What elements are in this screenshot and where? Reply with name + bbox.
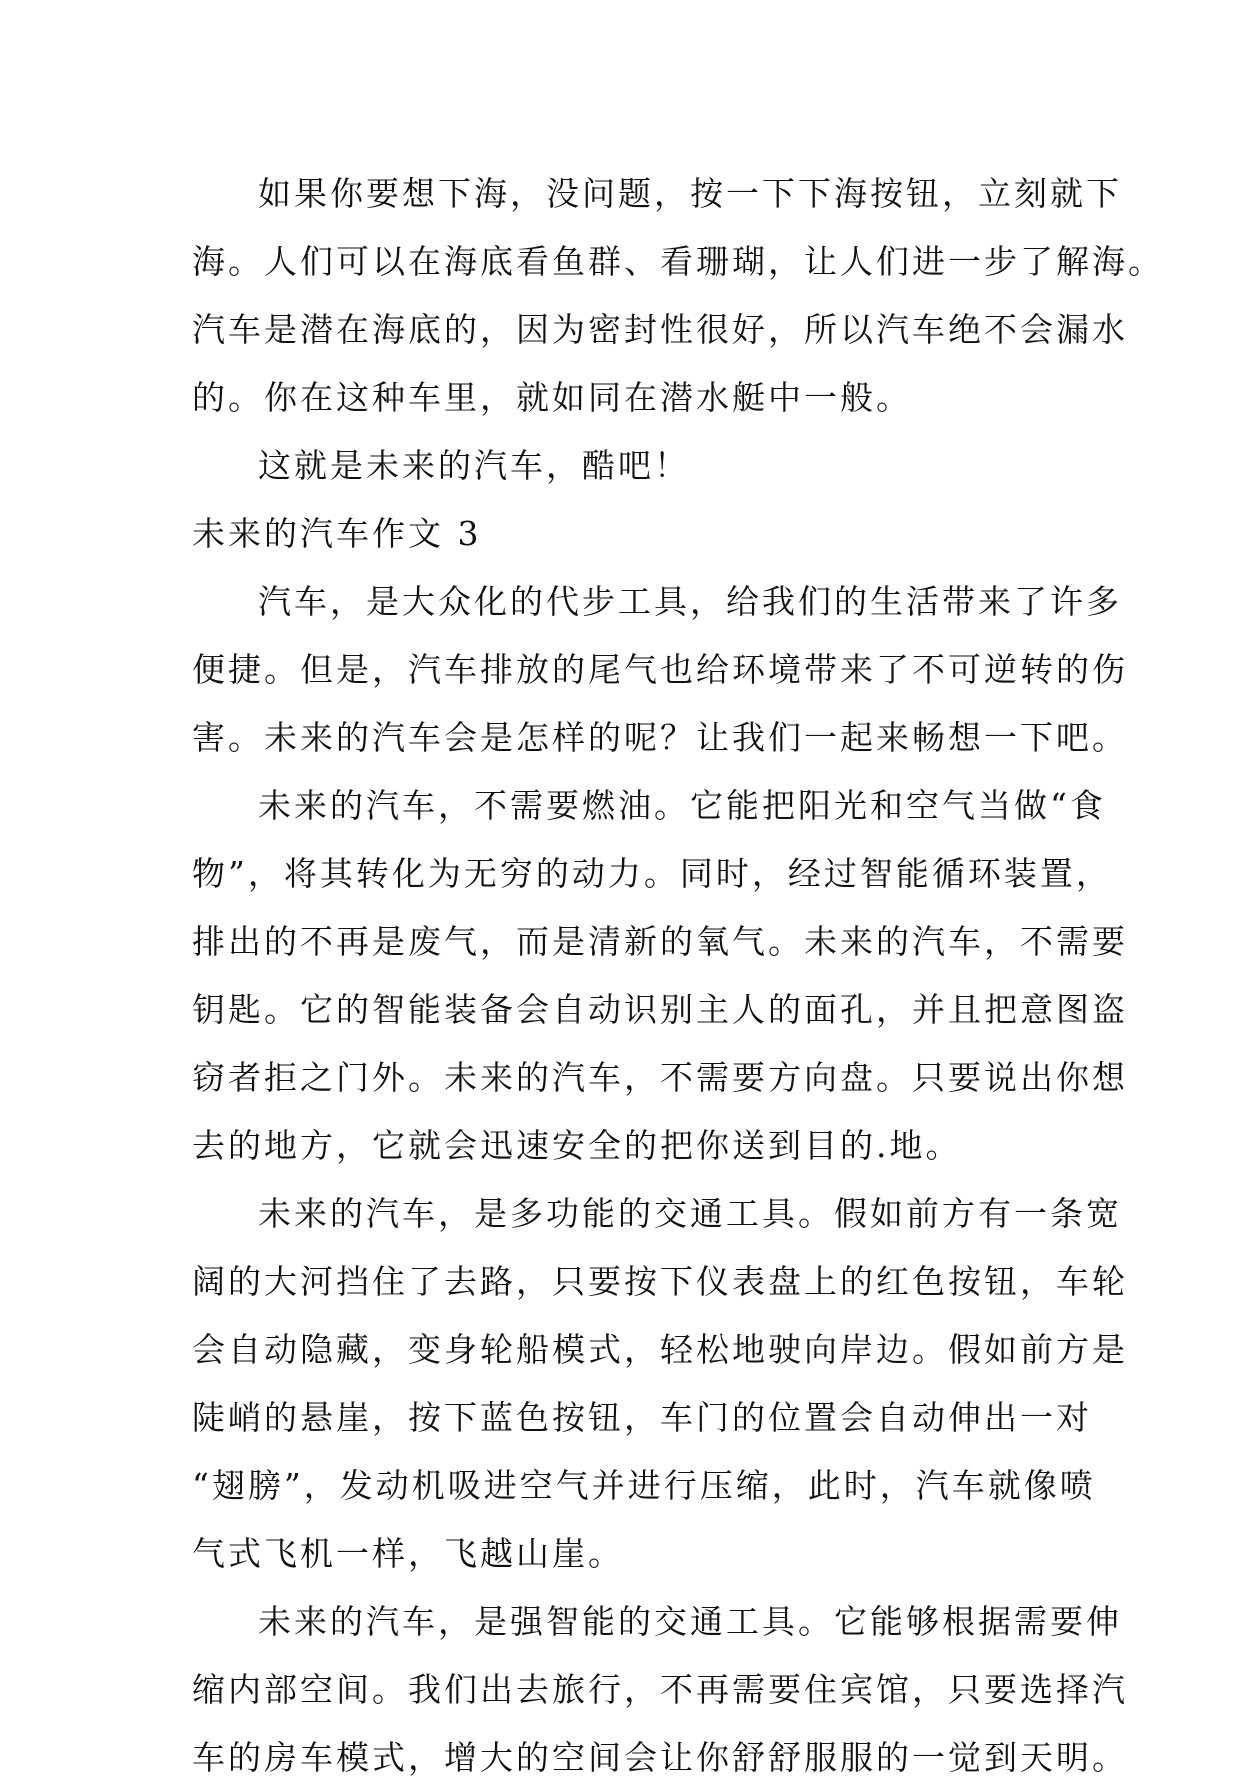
paragraph-line: 窃者拒之门外。未来的汽车，不需要方向盘。只要说出你想 [192,1058,1128,1097]
paragraph-line: 如果你要想下海，没问题，按一下下海按钮，立刻就下 [258,174,1122,213]
document-body [192,160,1164,1792]
paragraph-line: 便捷。但是，汽车排放的尾气也给环境带来了不可逆转的伤 [192,650,1128,689]
paragraph-line: 钥匙。它的智能装备会自动识别主人的面孔，并且把意图盗 [192,990,1128,1029]
paragraph-line: 汽车，是大众化的代步工具，给我们的生活带来了许多 [258,582,1122,621]
paragraph-line: 阔的大河挡住了去路，只要按下仪表盘上的红色按钮，车轮 [192,1262,1128,1301]
paragraph-line: 未来的汽车，不需要燃油。它能把阳光和空气当做“食 [258,786,1106,825]
paragraph-line: 陡峭的悬崖，按下蓝色按钮，车门的位置会自动伸出一对 [192,1398,1092,1437]
paragraph-line: 海。人们可以在海底看鱼群、看珊瑚，让人们进一步了解海。 [192,242,1164,281]
paragraph-line: 这就是未来的汽车，酷吧！ [258,446,690,485]
paragraph-line: 的。你在这种车里，就如同在潜水艇中一般。 [192,378,912,417]
paragraph-line: 未来的汽车，是多功能的交通工具。假如前方有一条宽 [258,1194,1122,1233]
paragraph-line: 害。未来的汽车会是怎样的呢？让我们一起来畅想一下吧。 [192,718,1128,757]
paragraph-line: 去的地方，它就会迅速安全的把你送到目的.地。 [192,1126,962,1165]
paragraph-line: 气式飞机一样，飞越山崖。 [192,1534,624,1573]
paragraph-line: 会自动隐藏，变身轮船模式，轻松地驶向岸边。假如前方是 [192,1330,1128,1369]
paragraph-line: “翅膀”，发动机吸进空气并进行压缩，此时，汽车就像喷 [192,1466,1096,1505]
paragraph-line: 物”，将其转化为无穷的动力。同时，经过智能循环装置， [192,854,1112,893]
paragraph-line: 排出的不再是废气，而是清新的氧气。未来的汽车，不需要 [192,922,1128,961]
paragraph-line: 未来的汽车，是强智能的交通工具。它能够根据需要伸 [258,1602,1122,1641]
section-heading: 未来的汽车作文 3 [192,514,482,553]
paragraph-line: 汽车是潜在海底的，因为密封性很好，所以汽车绝不会漏水 [192,310,1128,349]
paragraph-line: 缩内部空间。我们出去旅行，不再需要住宾馆，只要选择汽 [192,1670,1128,1709]
paragraph-line: 车的房车模式，增大的空间会让你舒舒服服的一觉到天明。 [192,1738,1128,1777]
